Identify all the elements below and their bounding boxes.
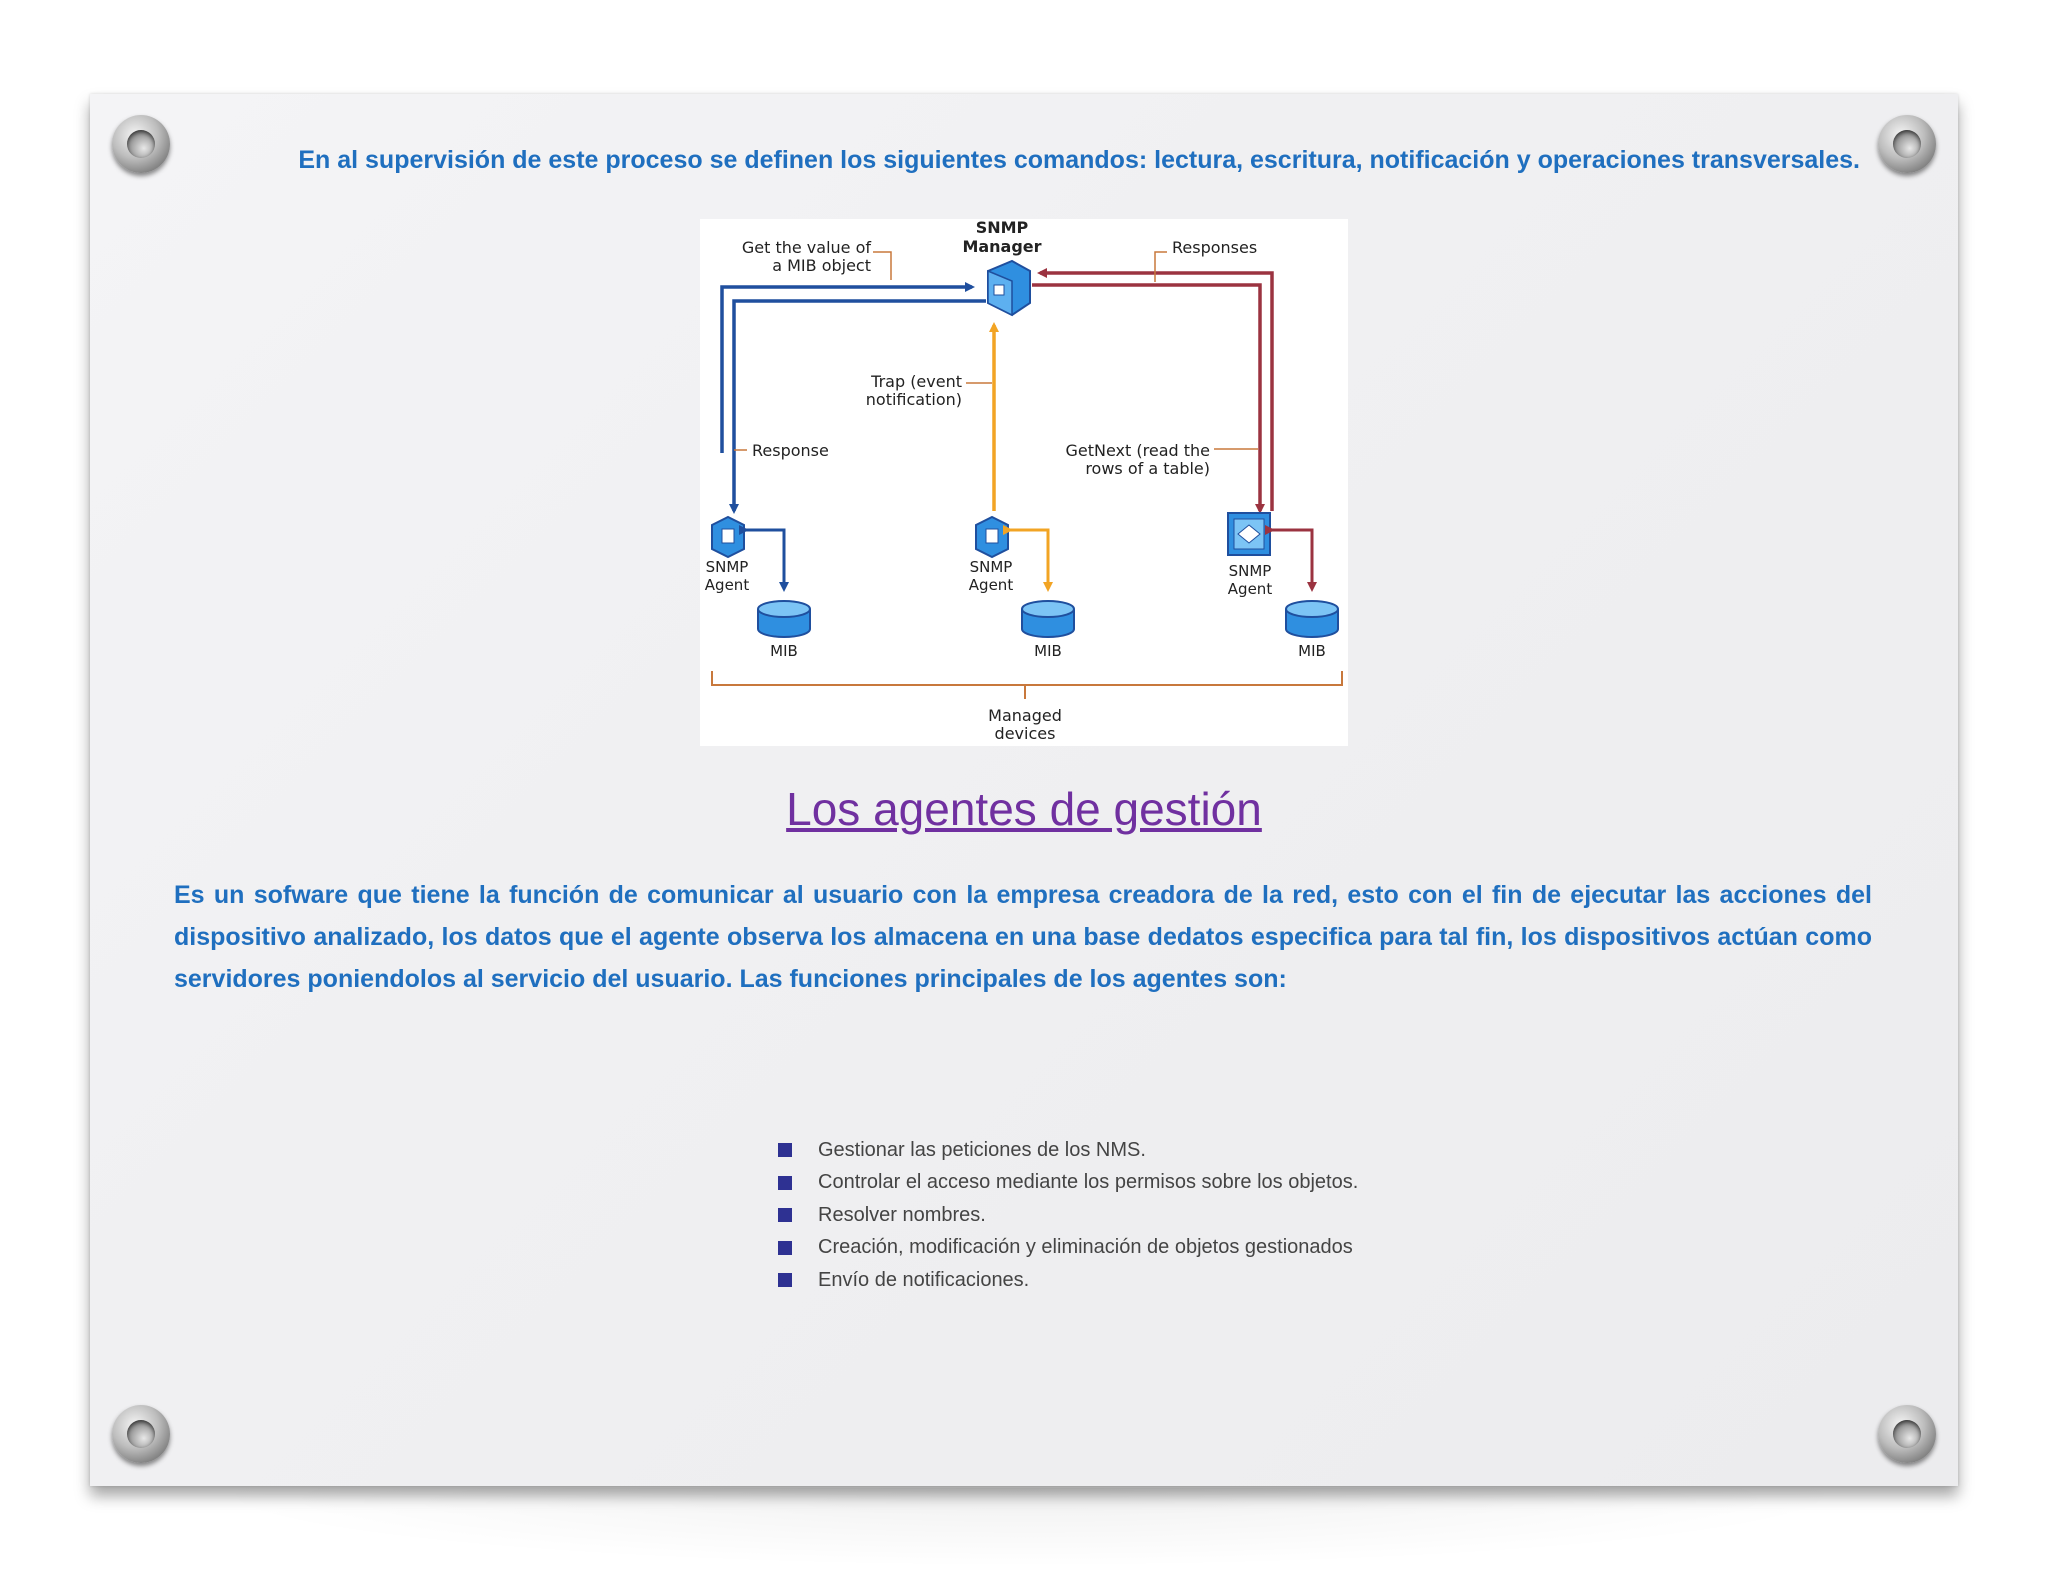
snmp-diagram-svg bbox=[700, 219, 1348, 746]
mib-2-icon bbox=[1022, 601, 1074, 637]
get-label-line2: a MIB object bbox=[772, 256, 871, 275]
functions-list bbox=[778, 1134, 1358, 1297]
intro-text: En al supervisión de este proceso se definen los siguientes comandos: lectura, escritura, notificación y operaciones transversales. bbox=[298, 146, 1860, 174]
agent3-label-line2: Agent bbox=[1227, 580, 1273, 598]
list-item bbox=[778, 1264, 1358, 1297]
slide-shadow bbox=[190, 1488, 1870, 1568]
mib-3-icon bbox=[1286, 601, 1338, 637]
list-item bbox=[778, 1232, 1358, 1265]
mib-1-icon bbox=[758, 601, 810, 637]
section-heading: Los agentes de gestión bbox=[786, 783, 1262, 835]
agent2-label-line1: SNMP bbox=[969, 558, 1013, 576]
square-bullet-icon bbox=[778, 1176, 792, 1190]
snmp-manager-icon bbox=[988, 261, 1030, 315]
list-item-text: Envío de notificaciones. bbox=[818, 1268, 1030, 1291]
agent1-label-line2: Agent bbox=[704, 576, 750, 594]
square-bullet-icon bbox=[778, 1241, 792, 1255]
trap-label-line2: notification) bbox=[865, 390, 962, 409]
body-paragraph: Es un sofware que tiene la función de comunicar al usuario con la empresa creadora de la red, esto con el fin de ejecutar las acciones del dispositivo analizado, los datos que el agente observa los almacena en una base dedatos especifica para tal fin, los dispositivos actúan como servidores poniendolos al servicio del usuario. Las funciones principales de los agentes son: bbox=[174, 881, 1872, 993]
response-label: Response bbox=[752, 441, 829, 460]
list-item bbox=[778, 1134, 1358, 1167]
snmp-agent-2-icon bbox=[976, 517, 1008, 557]
square-bullet-icon bbox=[778, 1208, 792, 1222]
responses-label: Responses bbox=[1172, 238, 1258, 257]
trap-label-line1: Trap (event bbox=[871, 372, 962, 391]
snmp-agent-1-icon bbox=[712, 517, 744, 557]
agent2-label-line2: Agent bbox=[968, 576, 1014, 594]
list-item-text: Controlar el acceso mediante los permisos sobre los objetos. bbox=[818, 1171, 1359, 1194]
getnext-label-line1: GetNext (read the bbox=[1065, 441, 1210, 460]
mib2-label: MIB bbox=[1034, 642, 1062, 660]
list-item bbox=[778, 1199, 1358, 1232]
list-item-text: Resolver nombres. bbox=[818, 1203, 986, 1226]
getnext-label-line2: rows of a table) bbox=[1085, 459, 1210, 478]
list-item bbox=[778, 1167, 1358, 1200]
manager-title: SNMP bbox=[975, 219, 1029, 237]
managed-label-line1: Managed bbox=[988, 706, 1062, 725]
get-label-line1: Get the value of bbox=[741, 238, 871, 257]
snmp-diagram bbox=[700, 219, 1348, 746]
managed-bracket bbox=[712, 671, 1342, 685]
square-bullet-icon bbox=[778, 1143, 792, 1157]
rivet-icon-bottom-right bbox=[1878, 1405, 1936, 1463]
list-item-text: Gestionar las peticiones de los NMS. bbox=[818, 1138, 1146, 1161]
agent3-label-line1: SNMP bbox=[1228, 562, 1272, 580]
mib3-label: MIB bbox=[1298, 642, 1326, 660]
agent1-label-line1: SNMP bbox=[705, 558, 749, 576]
rivet-icon-top-left bbox=[112, 115, 170, 173]
square-bullet-icon bbox=[778, 1273, 792, 1287]
rivet-icon-top-right bbox=[1878, 115, 1936, 173]
rivet-icon-bottom-left bbox=[112, 1405, 170, 1463]
mib1-label: MIB bbox=[770, 642, 798, 660]
list-item-text: Creación, modificación y eliminación de objetos gestionados bbox=[818, 1236, 1353, 1259]
managed-label-line2: devices bbox=[994, 724, 1056, 743]
snmp-agent-3-icon bbox=[1228, 513, 1270, 555]
get-request-arrow bbox=[722, 287, 972, 453]
manager-subtitle: Manager bbox=[962, 237, 1042, 256]
